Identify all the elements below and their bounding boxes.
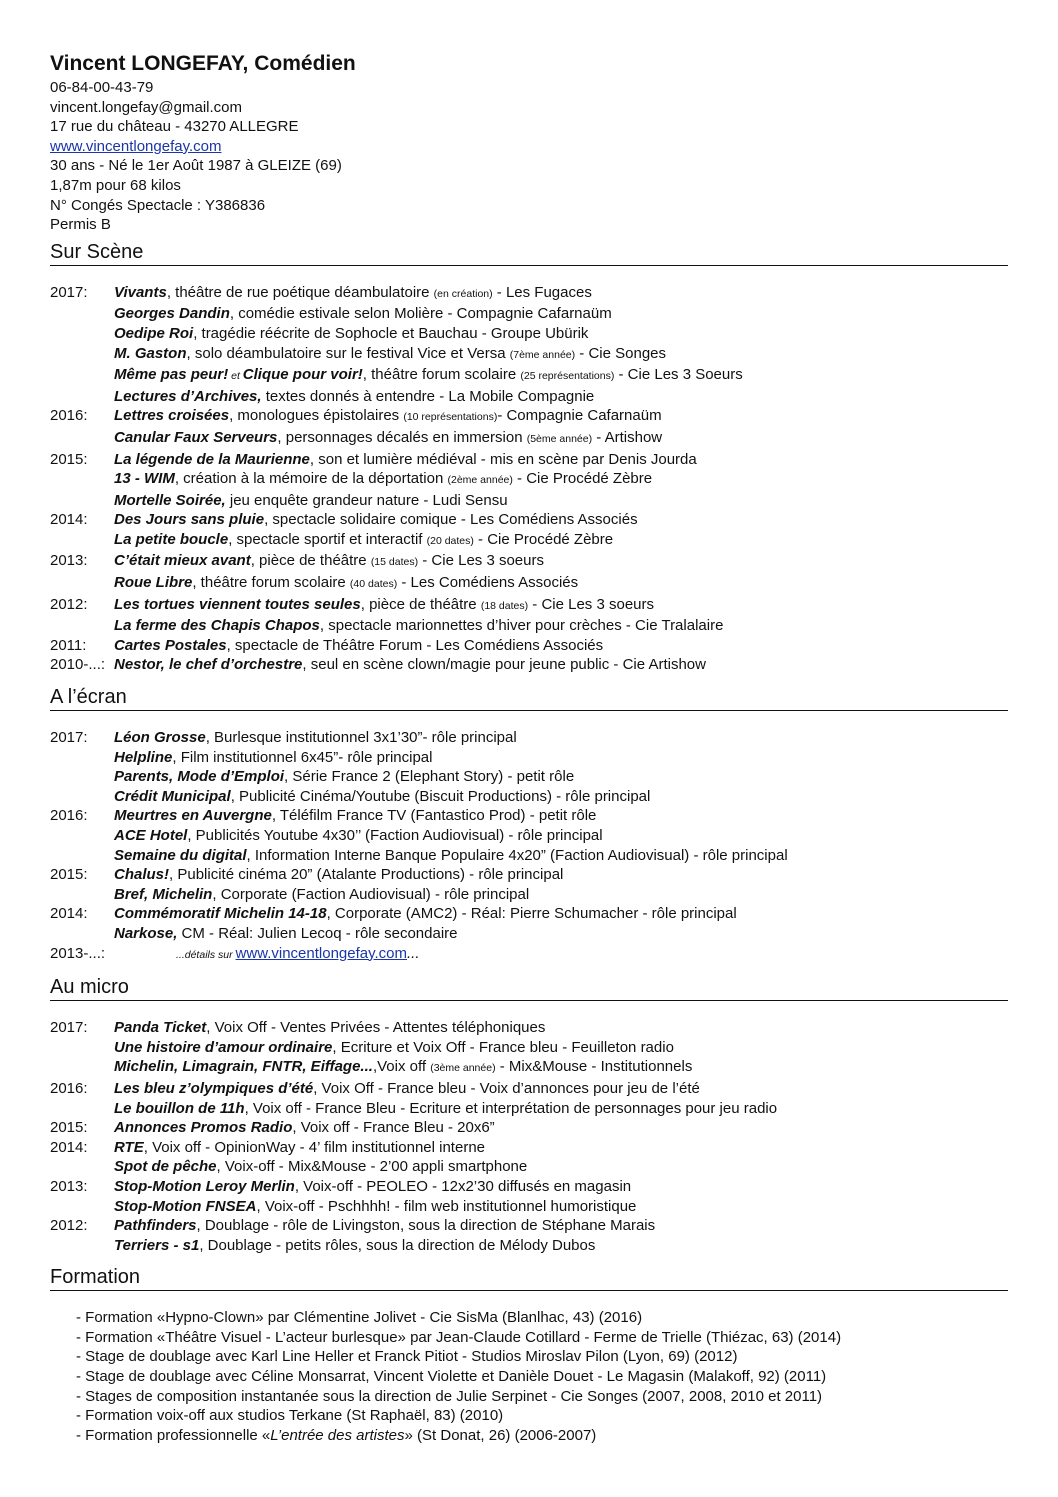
list-item <box>50 748 1008 768</box>
entry-title: Vivants <box>114 283 167 301</box>
entry-year <box>50 787 114 807</box>
conges-number: N° Congés Spectacle : Y386836 <box>50 196 266 214</box>
list-item: - Stage de doublage avec Céline Monsarrat, Vincent Violette et Danièle Douet - Le Magasin (Malakoff, 92) (2011) <box>76 1368 827 1386</box>
entry-note: (18 dates) <box>480 599 529 612</box>
list-item <box>50 1177 1008 1197</box>
entry-description: , Voix off - OpinionWay - 4’ film institutionnel interne <box>143 1138 485 1156</box>
entry-title: Lectures d’Archives, <box>114 387 262 405</box>
entry-year <box>50 1099 114 1119</box>
entry-year: 2015: <box>50 450 88 468</box>
list-item <box>50 616 1008 636</box>
entry-company: - Mix&Mouse - Institutionnels <box>495 1058 693 1076</box>
entry-description: , personnages décalés en immersion <box>277 428 527 446</box>
list-item <box>50 365 1008 387</box>
entry-description: , son et lumière médiéval - mis en scène par Denis Jourda <box>309 450 697 468</box>
entry-title: Meurtres en Auvergne <box>114 807 272 825</box>
list-item <box>50 1038 1008 1058</box>
entry-text <box>114 551 544 573</box>
entry-year <box>50 530 114 552</box>
more-suffix: ... <box>407 944 420 962</box>
entry-year <box>50 1038 114 1058</box>
entry-text <box>114 283 592 305</box>
entry-title: M. Gaston <box>114 344 187 362</box>
website-link[interactable]: www.vincentlongefay.com <box>235 944 407 962</box>
entry-description: , monologues épistolaires <box>229 407 404 425</box>
entry-company: - Cie Les 3 Soeurs <box>614 366 743 384</box>
entry-title: ACE Hotel <box>114 827 188 844</box>
entry-text <box>114 1138 485 1158</box>
entry-description: , Publicité Cinéma/Youtube (Biscuit Productions) - rôle principal <box>230 787 651 805</box>
entry-description: , spectacle marionnettes d’hiver pour crèches - Cie Tralalaire <box>319 617 724 635</box>
entry-text <box>114 595 654 617</box>
entry-title: Michelin, Limagrain, FNTR, Eiffage... <box>114 1058 373 1076</box>
formation-prefix: - Formation professionnelle « <box>76 1426 271 1444</box>
entry-note: (25 représentations) <box>520 370 615 383</box>
list-item: - Formation voix-off aux studios Terkane (St Raphaël, 83) (2010) <box>76 1407 504 1425</box>
entry-year: 2017: <box>50 283 88 301</box>
size: 1,87m pour 68 kilos <box>50 176 181 194</box>
list-item <box>50 655 1008 675</box>
entry-year: 2013-...: <box>50 944 106 962</box>
entry-text <box>114 304 612 324</box>
entry-note: (40 dates) <box>349 578 398 591</box>
entry-year <box>50 885 114 905</box>
entry-description: , Information Interne Banque Populaire 4x20” (Faction Audiovisual) - rôle principal <box>246 846 788 864</box>
entry-description: , Ecriture et Voix Off - France bleu - Feuilleton radio <box>332 1038 674 1056</box>
entry-title: Annonces Promos Radio <box>114 1119 293 1137</box>
entry-text <box>114 846 788 866</box>
list-item <box>50 885 1008 905</box>
list-item <box>50 1157 1008 1177</box>
entry-note: (en création) <box>433 287 493 300</box>
list-item <box>50 530 1008 552</box>
entry-title: Mortelle Soirée, <box>114 491 226 509</box>
list-item <box>50 283 1008 305</box>
entry-year <box>50 365 114 387</box>
list-item <box>50 469 1008 491</box>
entry-title: Pathfinders <box>114 1217 197 1235</box>
entry-year: 2016: <box>50 1079 88 1097</box>
entry-company: - Cie Les 3 soeurs <box>418 552 544 570</box>
section-formation <box>50 1265 1008 1445</box>
entry-text <box>114 1197 636 1217</box>
list-item <box>50 636 1008 656</box>
entry-text <box>114 573 578 595</box>
entry-text <box>114 1236 595 1256</box>
section-title: Formation <box>50 1265 1008 1291</box>
entry-title: Helpline <box>114 748 173 766</box>
page-title: Vincent LONGEFAY, Comédien <box>50 52 356 75</box>
entry-year <box>50 491 114 511</box>
list-item <box>50 846 1008 866</box>
entry-year: 2013: <box>50 552 88 570</box>
entry-text <box>114 616 723 636</box>
entry-text <box>114 1177 631 1197</box>
list-item <box>50 428 1008 450</box>
entry-description: , Téléfilm France TV (Fantastico Prod) - petit rôle <box>271 807 597 825</box>
entry-description: , Corporate (AMC2) - Réal: Pierre Schumacher - rôle principal <box>326 905 737 923</box>
formation-suffix: » (St Donat, 26) (2006-2007) <box>404 1426 597 1444</box>
entry-note: (10 représentations) <box>403 411 498 424</box>
entry-description: , spectacle sportif et interactif <box>228 530 427 548</box>
entry-text <box>114 904 737 924</box>
entry-title: Oedipe Roi <box>114 324 194 342</box>
entry-description: , théâtre de rue poétique déambulatoire <box>166 283 434 301</box>
list-item <box>50 1118 1008 1138</box>
entry-title: 13 - WIM <box>114 470 175 488</box>
entry-description: , Voix-off - Mix&Mouse - 2’00 appli smartphone <box>216 1158 528 1176</box>
entry-year: 2016: <box>50 407 88 425</box>
list-item <box>50 1079 1008 1099</box>
entry-description: , spectacle de Théâtre Forum - Les Comédiens Associés <box>226 636 604 654</box>
scene-list <box>50 283 1008 675</box>
entry-year <box>50 428 114 450</box>
entry-title: Même pas peur! <box>114 366 229 384</box>
entry-year: 2012: <box>50 1217 88 1235</box>
entry-text <box>114 530 613 552</box>
entry-text <box>114 826 603 846</box>
entry-title: Lettres croisées <box>114 407 230 425</box>
list-item: - Formation «Théâtre Visuel - L’acteur burlesque» par Jean-Claude Cotillard - Ferme de Trielle (Thiézac, 63) (2014) <box>76 1328 842 1346</box>
entry-description: , tragédie réécrite de Sophocle et Bauchau - Groupe Ubürik <box>193 324 589 342</box>
address: 17 rue du château - 43270 ALLEGRE <box>50 118 299 136</box>
entry-title: Parents, Mode d’Emploi <box>114 768 285 786</box>
section-title: Sur Scène <box>50 240 1008 266</box>
entry-company: - Les Fugaces <box>492 283 592 301</box>
entry-description: CM - Réal: Julien Lecoq - rôle secondaire <box>177 924 458 942</box>
list-item <box>50 304 1008 324</box>
list-item <box>50 1057 1008 1079</box>
entry-text <box>114 728 517 748</box>
entry-text <box>114 324 588 344</box>
entry-title: Stop-Motion Leroy Merlin <box>114 1177 295 1195</box>
entry-note: (5ème année) <box>526 432 593 445</box>
list-item <box>50 1018 1008 1038</box>
entry-title: Spot de pêche <box>114 1158 217 1176</box>
entry-description: , Série France 2 (Elephant Story) - petit rôle <box>284 768 575 786</box>
list-item <box>50 595 1008 617</box>
entry-year: 2014: <box>50 511 88 529</box>
entry-title: Narkose, <box>114 924 178 942</box>
entry-connector: et <box>228 370 243 383</box>
entry-title: Commémoratif Michelin 14-18 <box>114 905 327 923</box>
entry-year <box>50 387 114 407</box>
entry-company: - Cie Les 3 soeurs <box>528 595 654 613</box>
entry-description: , Voix off - France Bleu - 20x6” <box>292 1119 495 1137</box>
entry-description: ,Voix off <box>372 1058 431 1076</box>
entry-year <box>50 767 114 787</box>
entry-description: , Voix Off - France bleu - Voix d’annonces pour jeu de l’été <box>313 1079 700 1097</box>
entry-title: Léon Grosse <box>114 729 206 747</box>
entry-year: 2014: <box>50 1138 88 1156</box>
entry-description: , Voix-off - Pschhhh! - film web institutionnel humoristique <box>256 1197 637 1215</box>
entry-year: 2015: <box>50 866 88 884</box>
list-item <box>50 944 1008 966</box>
entry-description: , Publicité cinéma 20” (Atalante Productions) - rôle principal <box>169 866 564 884</box>
list-item <box>50 406 1008 428</box>
entry-note: (3ème année) <box>430 1062 496 1075</box>
micro-list <box>50 1018 1008 1255</box>
permis: Permis B <box>50 216 111 234</box>
entry-year <box>50 573 114 595</box>
email: vincent.longefay@gmail.com <box>50 98 242 116</box>
entry-year: 2017: <box>50 729 88 747</box>
entry-year <box>50 1157 114 1177</box>
entry-title: Canular Faux Serveurs <box>114 428 278 446</box>
entry-text <box>114 428 662 450</box>
entry-company: - Artishow <box>592 428 663 446</box>
entry-title: Panda Ticket <box>114 1019 207 1037</box>
entry-title: Semaine du digital <box>114 846 247 864</box>
entry-text <box>114 924 458 944</box>
entry-year: 2012: <box>50 595 88 613</box>
entry-company: - Cie Songes <box>575 344 667 362</box>
phone: 06-84-00-43-79 <box>50 79 154 96</box>
list-item <box>50 324 1008 344</box>
entry-description: , Doublage - rôle de Livingston, sous la direction de Stéphane Marais <box>196 1217 656 1235</box>
entry-description: , spectacle solidaire comique - Les Comédiens Associés <box>264 511 638 529</box>
entry-text <box>114 1099 777 1119</box>
entry-text <box>114 806 596 826</box>
entry-note: (2ème année) <box>447 474 513 487</box>
entry-note: (15 dates) <box>370 556 419 569</box>
entry-year <box>50 826 114 846</box>
list-item <box>50 1138 1008 1158</box>
list-item <box>50 826 1008 846</box>
entry-text <box>114 885 529 905</box>
entry-company: - Cie Procédé Zèbre <box>473 530 614 548</box>
entry-year: 2010-...: <box>50 656 106 674</box>
entry-title: Georges Dandin <box>114 305 230 323</box>
entry-title: Terriers - s1 <box>114 1236 200 1254</box>
section-ecran <box>50 685 1008 965</box>
age-birth: 30 ans - Né le 1er Août 1987 à GLEIZE (69) <box>50 157 342 175</box>
entry-year <box>50 304 114 324</box>
entry-title: La légende de la Maurienne <box>114 450 310 468</box>
entry-text <box>114 491 508 511</box>
list-item <box>50 865 1008 885</box>
entry-title: Nestor, le chef d’orchestre <box>114 656 303 674</box>
list-item <box>50 573 1008 595</box>
entry-year <box>50 344 114 366</box>
entry-text <box>114 767 574 787</box>
entry-title: Des Jours sans pluie <box>114 511 265 529</box>
entry-company: - Cie Procédé Zèbre <box>512 470 653 488</box>
entry-company: - Les Comédiens Associés <box>397 574 579 592</box>
entry-year <box>50 924 114 944</box>
website-link[interactable]: www.vincentlongefay.com <box>50 137 222 155</box>
list-item <box>50 728 1008 748</box>
entry-description: , théâtre forum scolaire <box>362 366 521 384</box>
list-item <box>50 1099 1008 1119</box>
list-item <box>50 787 1008 807</box>
entry-title: RTE <box>114 1138 144 1156</box>
list-item: - Stages de composition instantanée sous la direction de Julie Serpinet - Cie Songes (2007, 2008, 2010 et 2011) <box>76 1387 823 1405</box>
entry-year: 2014: <box>50 905 88 923</box>
entry-title: Les tortues viennent toutes seules <box>114 595 361 613</box>
entry-description: , solo déambulatoire sur le festival Vice et Versa <box>186 344 510 362</box>
section-scene <box>50 240 1008 675</box>
entry-description: textes donnés à entendre - La Mobile Compagnie <box>261 387 595 405</box>
list-item: - Stage de doublage avec Karl Line Heller et Franck Pitiot - Studios Miroslav Pilon (Lyon, 69) (2012) <box>76 1348 738 1366</box>
entry-description: , pièce de théâtre <box>250 552 371 570</box>
entry-title: La petite boucle <box>114 530 229 548</box>
list-item <box>50 510 1008 530</box>
list-item <box>50 1236 1008 1256</box>
entry-text <box>114 1157 527 1177</box>
entry-title: La ferme des Chapis Chapos <box>114 617 320 635</box>
entry-title: C’était mieux avant <box>114 552 251 570</box>
entry-description: , Voix off - France Bleu - Ecriture et interprétation de personnages pour jeu radio <box>244 1099 778 1117</box>
entry-title: Le bouillon de 11h <box>114 1099 245 1117</box>
entry-text <box>114 655 706 675</box>
entry-title: Une histoire d’amour ordinaire <box>114 1038 333 1056</box>
entry-year <box>50 1197 114 1217</box>
entry-text <box>114 1018 545 1038</box>
entry-year <box>50 748 114 768</box>
list-item <box>50 1197 1008 1217</box>
list-item <box>50 924 1008 944</box>
entry-text <box>114 1038 674 1058</box>
entry-year: 2016: <box>50 807 88 825</box>
list-item <box>50 344 1008 366</box>
entry-title: Roue Libre <box>114 574 193 592</box>
list-item <box>50 491 1008 511</box>
formation-list <box>50 1308 1008 1445</box>
entry-description: , seul en scène clown/magie pour jeune public - Cie Artishow <box>302 656 706 674</box>
entry-description: , Film institutionnel 6x45”- rôle principal <box>172 748 433 766</box>
entry-description: , Voix-off - PEOLEO - 12x2’30 diffusés en magasin <box>294 1177 632 1195</box>
list-item <box>50 904 1008 924</box>
entry-year: 2017: <box>50 1019 88 1037</box>
entry-title: Cartes Postales <box>114 636 227 654</box>
entry-company: - Compagnie Cafarnaüm <box>497 407 662 425</box>
entry-text <box>114 510 638 530</box>
entry-text <box>114 387 594 407</box>
entry-text <box>114 365 743 387</box>
section-micro <box>50 975 1008 1255</box>
entry-description: , création à la mémoire de la déportation <box>174 470 448 488</box>
more-prefix: ...détails sur <box>176 948 236 961</box>
entry-year <box>50 1236 114 1256</box>
entry-text <box>114 1118 495 1138</box>
list-item <box>76 1426 1008 1446</box>
entry-title: Les bleu z’olympiques d’été <box>114 1079 314 1097</box>
list-item <box>50 1216 1008 1236</box>
list-item <box>50 387 1008 407</box>
entry-description: jeu enquête grandeur nature - Ludi Sensu <box>225 491 508 509</box>
entry-title: Crédit Municipal <box>114 787 231 805</box>
entry-title: Bref, Michelin <box>114 885 213 903</box>
entry-text <box>114 1057 692 1079</box>
entry-description: , Voix Off - Ventes Privées - Attentes téléphoniques <box>206 1019 546 1037</box>
entry-description: , Burlesque institutionnel 3x1’30”- rôle principal <box>205 729 517 747</box>
section-title: Au micro <box>50 975 1008 1001</box>
entry-text <box>114 1079 700 1099</box>
more-details <box>176 944 420 966</box>
entry-year <box>50 846 114 866</box>
entry-year <box>50 324 114 344</box>
list-item: - Formation «Hypno-Clown» par Clémentine Jolivet - Cie SisMa (Blanlhac, 43) (2016) <box>76 1309 643 1327</box>
entry-text <box>114 406 662 428</box>
entry-note: (7ème année) <box>509 348 576 361</box>
entry-text <box>114 1216 655 1236</box>
ecran-list <box>50 728 1008 965</box>
entry-title: Chalus! <box>114 866 170 884</box>
entry-description: , Corporate (Faction Audiovisual) - rôle principal <box>212 885 530 903</box>
entry-note: (20 dates) <box>426 534 474 547</box>
entry-description: , pièce de théâtre <box>360 595 481 613</box>
list-item <box>50 806 1008 826</box>
list-item <box>50 551 1008 573</box>
entry-description: , Doublage - petits rôles, sous la direction de Mélody Dubos <box>199 1236 596 1254</box>
entry-text <box>114 787 650 807</box>
entry-text <box>114 344 666 366</box>
entry-text <box>114 450 697 470</box>
entry-description: , Publicités Youtube 4x30’’ (Faction Audiovisual) - rôle principal <box>187 827 603 844</box>
list-item <box>50 767 1008 787</box>
entry-text <box>114 865 563 885</box>
entry-text <box>114 748 432 768</box>
entry-text <box>114 636 603 656</box>
entry-year <box>50 1057 114 1079</box>
entry-year <box>50 616 114 636</box>
entry-title: Stop-Motion FNSEA <box>114 1197 257 1215</box>
entry-year: 2013: <box>50 1177 88 1195</box>
entry-year: 2011: <box>50 636 87 654</box>
entry-year: 2015: <box>50 1119 88 1137</box>
cv-page <box>50 50 1008 1445</box>
entry-text <box>114 469 652 491</box>
entry-title-2: Clique pour voir! <box>242 366 363 384</box>
section-title: A l’écran <box>50 685 1008 711</box>
entry-year <box>50 469 114 491</box>
entry-description: , comédie estivale selon Molière - Compagnie Cafarnaüm <box>229 305 612 323</box>
list-item <box>50 450 1008 470</box>
entry-description: , théâtre forum scolaire <box>192 574 350 592</box>
formation-title: L’entrée des artistes <box>270 1426 405 1444</box>
